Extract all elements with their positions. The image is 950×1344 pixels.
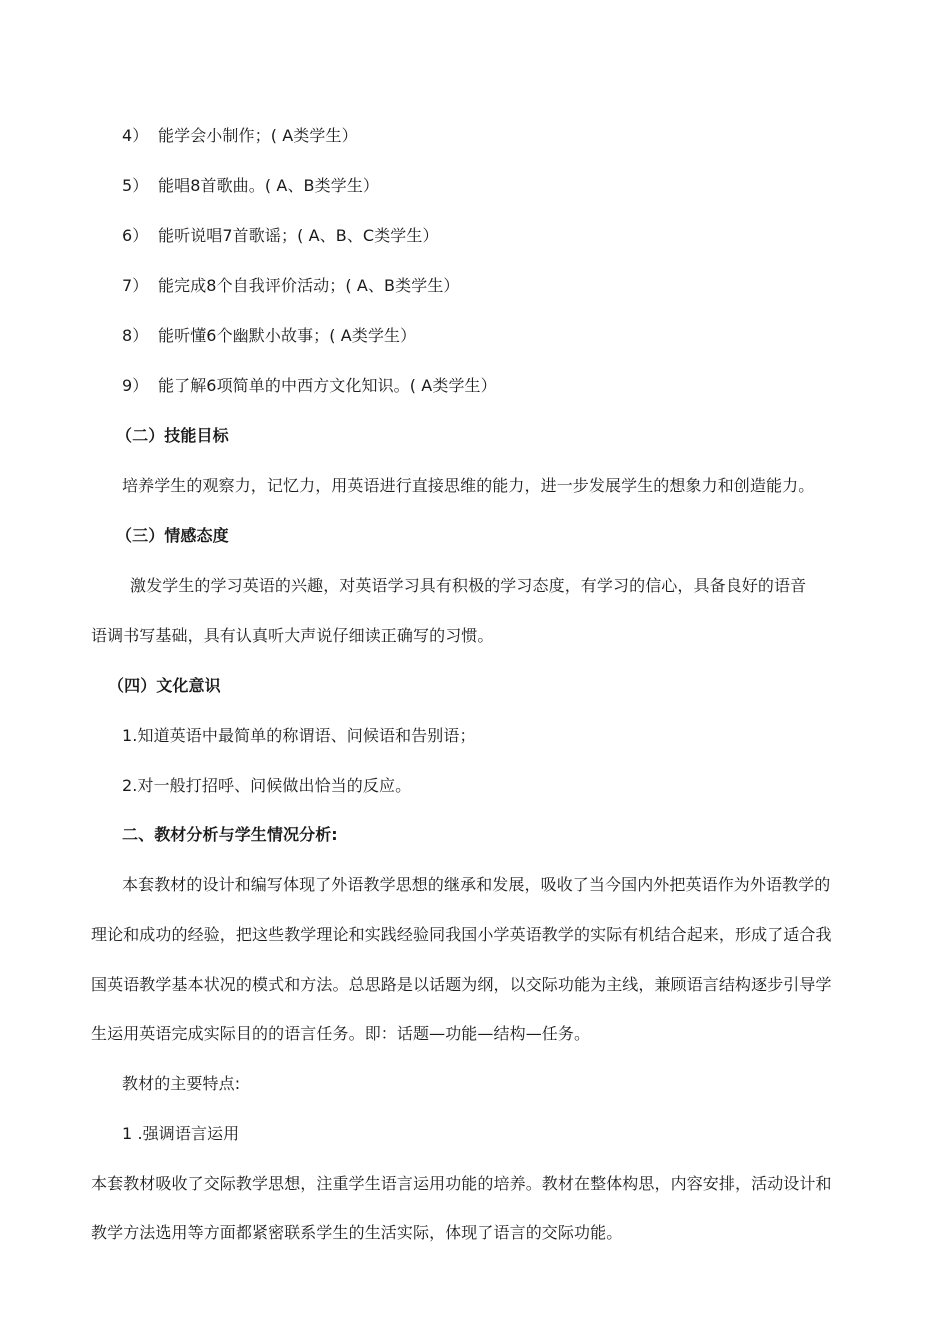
section-heading-skills: （二）技能目标 bbox=[116, 426, 229, 445]
list-item bbox=[122, 325, 416, 347]
section-heading-analysis: 二、教材分析与学生情况分析: bbox=[122, 825, 338, 844]
list-item-number: 7） bbox=[122, 276, 149, 295]
list-item bbox=[122, 375, 497, 397]
analysis-paragraph-line: 本套教材的设计和编写体现了外语教学思想的继承和发展，吸收了当今国内外把英语作为外语教学的 bbox=[122, 875, 831, 894]
culture-item: 1.知道英语中最简单的称谓语、问候语和告别语； bbox=[122, 726, 476, 745]
analysis-paragraph-line: 生运用英语完成实际目的的语言任务。即：话题—功能—结构—任务。 bbox=[91, 1024, 591, 1043]
list-item-text: 能了解6项简单的中西方文化知识。( A类学生） bbox=[158, 376, 497, 395]
list-item-number: 8） bbox=[122, 326, 149, 345]
list-item bbox=[122, 225, 439, 247]
list-item-text: 能听说唱7首歌谣；( A、B、C类学生） bbox=[158, 226, 439, 245]
feature-paragraph-line: 本套教材吸收了交际教学思想，注重学生语言运用功能的培养。教材在整体构思，内容安排，活动设计和 bbox=[91, 1174, 832, 1193]
list-item-text: 能听懂6个幽默小故事；( A类学生） bbox=[158, 326, 417, 345]
list-item-text: 能唱8首歌曲。( A、B类学生） bbox=[158, 176, 380, 195]
features-label: 教材的主要特点: bbox=[122, 1074, 241, 1093]
list-item-number: 6） bbox=[122, 226, 149, 245]
list-item-number: 4） bbox=[122, 126, 149, 145]
analysis-paragraph-line: 理论和成功的经验，把这些教学理论和实践经验同我国小学英语教学的实际有机结合起来，形成了适合我 bbox=[91, 925, 832, 944]
analysis-paragraph-line: 国英语教学基本状况的模式和方法。总思路是以话题为纲，以交际功能为主线，兼顾语言结构逐步引导学 bbox=[91, 975, 832, 994]
list-item-text: 能完成8个自我评价活动；( A、B类学生） bbox=[158, 276, 460, 295]
feature-paragraph-line: 教学方法选用等方面都紧密联系学生的生活实际，体现了语言的交际功能。 bbox=[91, 1223, 623, 1242]
feature-title: 1 .强调语言运用 bbox=[122, 1124, 240, 1143]
list-item bbox=[122, 175, 379, 197]
list-item bbox=[122, 125, 358, 147]
attitude-paragraph-line: 激发学生的学习英语的兴趣，对英语学习具有积极的学习态度，有学习的信心，具备良好的语音 bbox=[130, 576, 807, 595]
list-item bbox=[122, 275, 460, 297]
list-item-number: 9） bbox=[122, 376, 149, 395]
section-heading-culture: （四）文化意识 bbox=[108, 676, 221, 695]
culture-item: 2.对一般打招呼、问候做出恰当的反应。 bbox=[122, 776, 412, 795]
skills-paragraph: 培养学生的观察力，记忆力，用英语进行直接思维的能力，进一步发展学生的想象力和创造能力。 bbox=[122, 476, 815, 495]
list-item-number: 5） bbox=[122, 176, 149, 195]
attitude-paragraph-line: 语调书写基础，具有认真听大声说仔细读正确写的习惯。 bbox=[91, 626, 494, 645]
section-heading-attitude: （三）情感态度 bbox=[116, 526, 229, 545]
list-item-text: 能学会小制作；( A类学生） bbox=[158, 126, 358, 145]
